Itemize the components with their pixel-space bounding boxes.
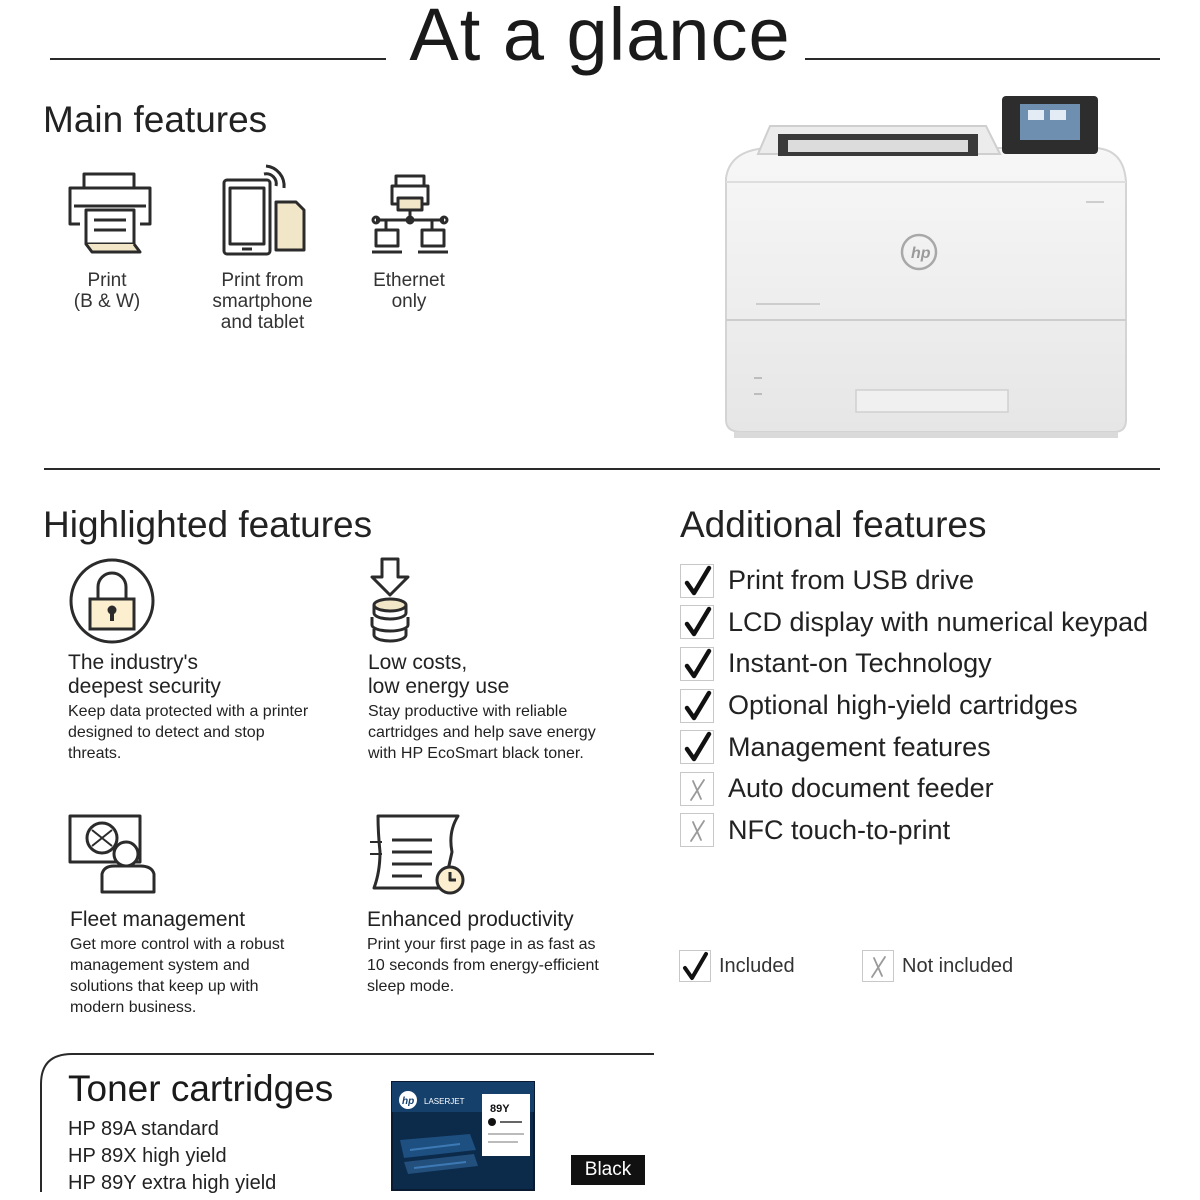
toner-box-brand: LASERJET	[424, 1097, 465, 1106]
ethernet-network-icon	[366, 172, 456, 262]
title-rule-right	[805, 58, 1160, 60]
additional-feature-row	[680, 726, 1148, 768]
additional-feature-label: Management features	[728, 731, 991, 762]
svg-text:hp: hp	[402, 1096, 415, 1107]
smartphone-print-icon	[218, 160, 313, 260]
svg-text:hp: hp	[911, 245, 931, 262]
additional-features-list	[680, 560, 1148, 851]
feature-label-ethernet: Ethernet only	[373, 270, 445, 312]
highlight-productivity-title: Enhanced productivity	[367, 908, 574, 931]
toner-box-image	[390, 1080, 536, 1192]
highlight-fleet-title: Fleet management	[70, 908, 246, 931]
check-icon	[680, 689, 714, 723]
highlight-productivity-desc: Print your first page in as fast as 10 seconds from energy-efficient sleep mode.	[367, 936, 599, 995]
check-icon	[680, 564, 714, 598]
fleet-management-icon	[68, 812, 160, 896]
cross-icon	[862, 950, 894, 982]
additional-feature-label: Instant-on Technology	[728, 648, 992, 679]
document-clock-icon	[368, 812, 468, 898]
highlight-fleet-desc: Get more control with a robust management system and solutions that keep up with modern business.	[70, 936, 285, 1016]
highlighted-features-heading: Highlighted features	[43, 504, 373, 545]
toner-box-model: 89Y	[490, 1103, 510, 1115]
toner-item: HP 89Y extra high yield	[68, 1172, 277, 1194]
feature-label-smartphone: Print from smartphone and tablet	[212, 270, 313, 333]
additional-feature-label: LCD display with numerical keypad	[728, 606, 1149, 637]
check-icon	[679, 950, 711, 982]
section-divider	[44, 468, 1160, 470]
additional-feature-row	[680, 685, 1148, 727]
highlight-productivity	[367, 908, 667, 997]
additional-features-heading: Additional features	[680, 504, 987, 545]
main-features-heading: Main features	[43, 99, 268, 140]
additional-feature-label: NFC touch-to-print	[728, 814, 951, 845]
cross-icon	[680, 813, 714, 847]
check-icon	[680, 605, 714, 639]
additional-feature-label: Auto document feeder	[728, 773, 994, 804]
legend-not-included	[862, 950, 1013, 982]
cross-icon	[680, 772, 714, 806]
feature-label-print: Print (B & W)	[73, 270, 141, 312]
legend-not-included-label: Not included	[902, 954, 1014, 977]
highlight-fleet	[70, 908, 360, 1018]
toner-item: HP 89A standard	[68, 1118, 219, 1140]
toner-list	[68, 1116, 276, 1197]
toner-item: HP 89X high yield	[68, 1145, 227, 1167]
additional-feature-row	[680, 643, 1148, 685]
highlight-security-title: The industry's deepest security	[68, 651, 221, 698]
additional-feature-row	[680, 810, 1148, 852]
additional-feature-label: Print from USB drive	[728, 565, 975, 596]
highlight-security-desc: Keep data protected with a printer designed to detect and stop threats.	[68, 703, 309, 762]
additional-feature-row	[680, 560, 1148, 602]
printer-icon	[62, 168, 157, 258]
check-icon	[680, 730, 714, 764]
highlight-low-costs-desc: Stay productive with reliable cartridges and help save energy with HP EcoSmart black toner.	[368, 703, 596, 762]
highlight-security	[68, 651, 358, 764]
highlight-low-costs	[368, 651, 658, 764]
printer-product-image	[690, 90, 1160, 450]
padlock-icon	[68, 557, 156, 645]
page-title: At a glance	[409, 0, 791, 76]
coins-arrow-icon	[364, 555, 420, 643]
check-icon	[680, 647, 714, 681]
toner-color-badge: Black	[571, 1155, 645, 1185]
legend-included	[679, 950, 795, 982]
additional-feature-row	[680, 768, 1148, 810]
additional-feature-row	[680, 602, 1148, 644]
toner-heading: Toner cartridges	[68, 1068, 334, 1109]
additional-feature-label: Optional high-yield cartridges	[728, 690, 1078, 721]
highlight-low-costs-title: Low costs, low energy use	[368, 651, 510, 698]
legend-included-label: Included	[719, 954, 795, 977]
